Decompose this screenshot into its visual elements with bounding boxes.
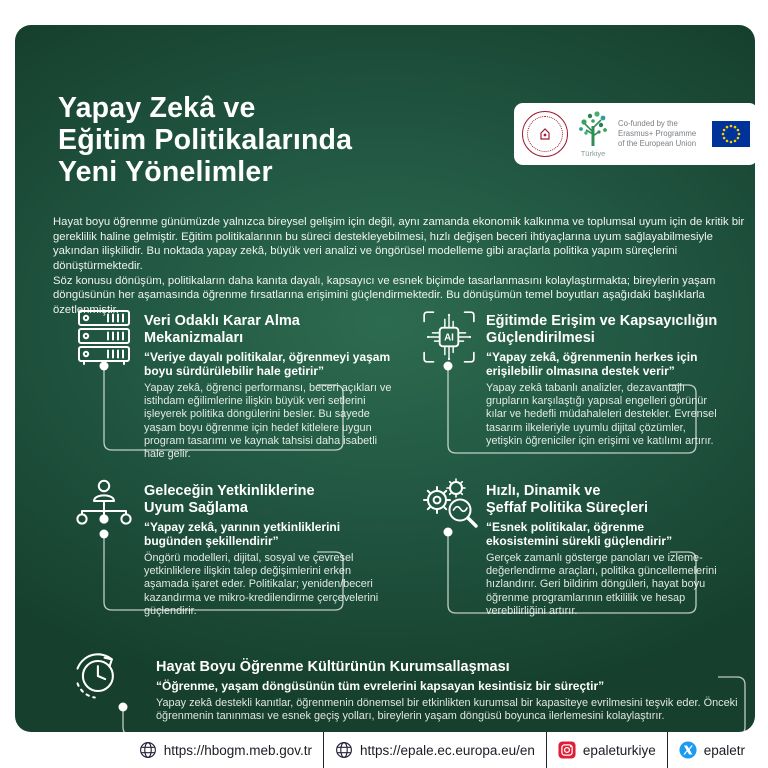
footer-link-hbogm[interactable]: https://hbogm.meb.gov.tr bbox=[128, 732, 323, 768]
section-title: Geleceğin Yetkinliklerine Uyum Sağlama bbox=[144, 483, 315, 516]
section-body: Yapay zekâ tabanlı analizler, dezavantajlı grupların karşılaştığı yapısal engelleri görünür kılar ve hedefli müdahaleleri destekler. Evrensel tasarım ilkeleriyle uyumlu dijital çözümler, yetişkin öğreniciler için erişimi ve katılımı artırır. bbox=[486, 381, 717, 447]
instagram-icon bbox=[558, 741, 576, 759]
section-title: Hayat Boyu Öğrenme Kültürünün Kurumsallaşması bbox=[156, 659, 510, 675]
section-quote: “Yapay zekâ, öğrenmenin herkes için erişilebilir olmasına destek verir” bbox=[486, 349, 698, 378]
section-quote: “Veriye dayalı politikalar, öğrenmeyi yaşam boyu sürdürülebilir hale getirir” bbox=[144, 349, 391, 378]
page-title: Yapay Zekâ ve Eğitim Politikalarında Yeni Yönelimler bbox=[58, 92, 353, 188]
org-chart-icon bbox=[76, 478, 132, 539]
poster-panel bbox=[15, 25, 755, 732]
section-body: Öngörü modelleri, dijital, sosyal ve çevresel yetkinliklere ilişkin talep değişimlerini erken aşamada işaret eder. Politikalar; yeniden/beceri kazandırma ve mikro-kredilendirme çerçevelerini güçlendirir. bbox=[144, 551, 379, 617]
section-body: Yapay zekâ destekli kanıtlar, öğrenmenin dönemsel bir etkinlikten kurumsal bir kapasiteye evrilmesini teşvik eder. Önceki öğrenmenin tanınması ve esnek geçiş yolları, bireylerin yaşam döngüsü boyunca ilerlemesini kolaylaştırır. bbox=[156, 696, 738, 723]
tree-icon bbox=[576, 110, 610, 148]
section-access-inclusion bbox=[420, 308, 750, 460]
section-future-competencies bbox=[70, 478, 400, 620]
intro-paragraph: Hayat boyu öğrenme günümüzde yalnızca bireysel gelişim için değil, aynı zamanda ekonomik kalkınma ve toplumsal uyum için de kritik bir gereklilik haline gelmiştir. Eğitim politikalarının bu süreci destekleyebilmesi, hızlı değişen beceri ihtiyaçlarına uyum sağlayabilmesiyle yakından ilişkilidir. Bu noktada yapay zekâ, büyük veri analizi ve öngörüsel modelleme gibi araçlarla politika yapım süreçlerini dönüştürmektedir. Söz konusu dönüşüm, politikaların daha kanıta dayalı, kapsayıcı ve esnek biçimde tasarlanmasını kolaylaştırmakta; bireylerin yaşam döngüsünün her aşamasında öğrenme fırsatlarına erişimini güçlendirmektedir. Bu dönüşümün temel boyutları aşağıdaki başlıklarla özetlenmiştir. bbox=[53, 216, 745, 317]
logo-card bbox=[514, 103, 758, 165]
meb-ministry-logo bbox=[522, 111, 568, 157]
x-icon bbox=[679, 741, 697, 759]
section-data-driven-decisions bbox=[70, 308, 400, 460]
clock-history-icon bbox=[70, 645, 132, 712]
section-quote: “Öğrenme, yaşam döngüsünün tüm evrelerini kapsayan kesintisiz bir süreçtir” bbox=[156, 678, 605, 693]
globe-icon bbox=[335, 741, 353, 759]
section-quote: “Esnek politikalar, öğrenme ekosistemini sürekli güçlendirir” bbox=[486, 519, 673, 548]
section-body: Yapay zekâ, öğrenci performansı, beceri açıkları ve istihdam eğilimlerine ilişkin büyük veri setlerini işleyerek politika döngülerini besler. Bu sayede yaşam boyu öğrenme için hedef kitlelere uygun program tasarımı ve kaynak tahsisi daha isabetli hale gelir. bbox=[144, 381, 392, 460]
footer-link-instagram[interactable]: epaleturkiye bbox=[547, 732, 667, 768]
section-title: Hızlı, Dinamik ve Şeffaf Politika Süreçleri bbox=[486, 483, 648, 516]
footer-link-epale[interactable]: https://epale.ec.europa.eu/en bbox=[324, 732, 546, 768]
footer-link-x[interactable]: epaletr bbox=[668, 732, 756, 768]
section-title: Veri Odaklı Karar Alma Mekanizmaları bbox=[144, 313, 300, 346]
section-body: Gerçek zamanlı gösterge panoları ve izleme-değerlendirme araçları, politika güncellemelerini hızlandırır. Geri bildirim döngüleri, hayat boyu öğrenme programlarının etkililik ve hesap verebilirliğini artırır. bbox=[486, 551, 717, 617]
section-quote: “Yapay zekâ, yarının yetkinliklerini bugünden şekillendirir” bbox=[144, 519, 341, 548]
section-agile-policy bbox=[420, 478, 750, 620]
svg-text:AI: AI bbox=[444, 332, 454, 344]
meb-emblem-glyph bbox=[537, 126, 553, 142]
gears-search-icon bbox=[420, 478, 480, 539]
cofunded-text: Co-funded by the Erasmus+ Programme of the European Union bbox=[618, 119, 697, 148]
ai-chip-icon bbox=[420, 308, 478, 371]
footer-bar bbox=[0, 732, 768, 768]
server-stack-icon bbox=[76, 308, 132, 371]
globe-icon bbox=[139, 741, 157, 759]
tree-logo-label: Türkiye bbox=[580, 149, 606, 158]
epale-tree-logo bbox=[576, 110, 610, 158]
eu-flag-icon bbox=[712, 121, 750, 147]
section-title: Eğitimde Erişim ve Kapsayıcılığın Güçlendirilmesi bbox=[486, 313, 718, 346]
